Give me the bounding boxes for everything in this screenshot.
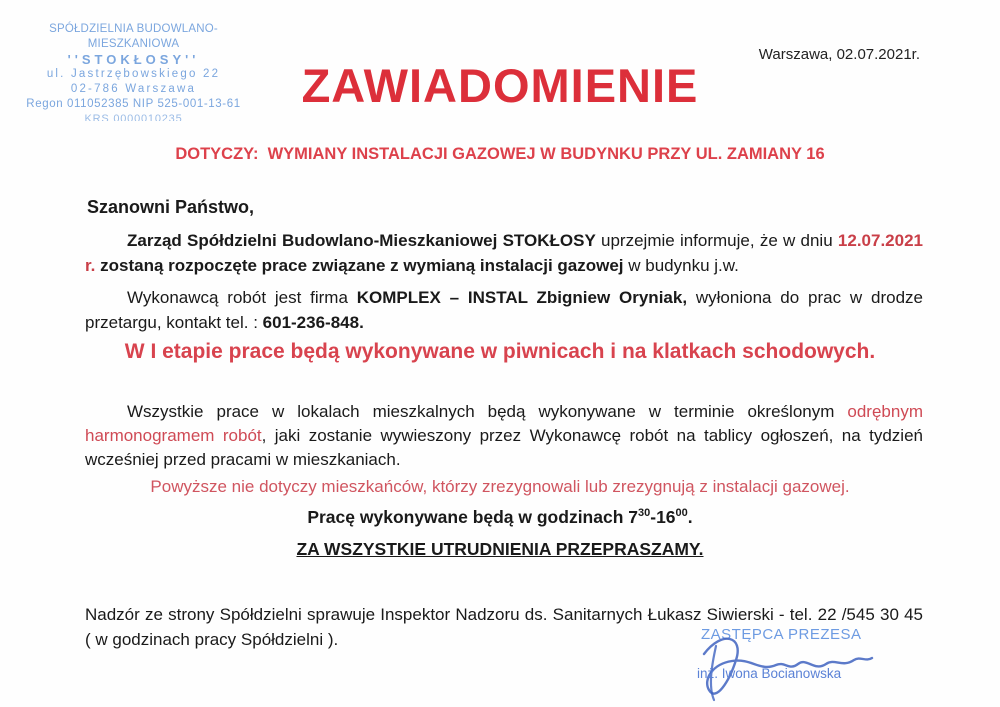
subject-line: DOTYCZY: WYMIANY INSTALACJI GAZOWEJ W BUDYNKU PRZY UL. ZAMIANY 16 [175,145,825,163]
stamp-regon-nip: Regon 011052385 NIP 525-001-13-61 [26,98,241,110]
schedule-text-1: Wszystkie prace w lokalach mieszkalnych będą wykonywane w terminie określonym [127,402,848,421]
stamp-krs: KRS 0000010235 [84,113,183,121]
page-title: ZAWIADOMIENIE [301,59,699,112]
paragraph-schedule [85,400,923,472]
paragraph-contractor [85,285,923,335]
stamp-street: ul. Jastrzębowskiego 22 [46,68,221,80]
signer-role: ZASTĘPCA PREZESA [701,626,862,643]
hours-sup-end: 00 [675,507,688,520]
start-date: 12.07.2021 r. [85,231,923,275]
apology-line: ZA WSZYSTKIE UTRUDNIENIA PRZEPRASZAMY. [296,539,704,559]
contractor-phone: 601-236-848. [262,313,364,332]
supervision-note: Nadzór ze strony Spółdzielni sprawuje Inspektor Nadzoru ds. Sanitarnych Łukasz Siwierski - tel. 22 /545 30 45 ( w godzinach pracy Spółdzielni ). [85,605,923,649]
works-description: zostaną rozpoczęte prace związane z wymianą instalacji gazowej [95,256,624,275]
contractor-text-1: Wykonawcą robót jest firma [127,288,357,307]
signer-name: inż. Iwona Bocianowska [697,666,842,681]
date-line: Warszawa, 02.07.2021r. [758,46,920,63]
exception-note: Powyższe nie dotyczy mieszkańców, którzy zrezygnowali lub zrezygnują z instalacji gazowej. [150,477,850,496]
hours-sup-start: 30 [638,507,651,520]
hours-dash: -16 [650,507,676,527]
hours-period: . [687,507,693,527]
greeting: Szanowni Państwo, [87,197,255,217]
announcement-text-2: w budynku j.w. [623,256,739,275]
stamp-brand: ''STOKŁOSY'' [67,52,200,67]
working-hours [0,507,1000,528]
stage-heading: W I etapie prace będą wykonywane w piwnicach i na klatkach schodowych. [124,340,876,363]
hours-text: Pracę wykonywane będą w godzinach 7 [307,507,638,527]
stamp-org-name: SPÓŁDZIELNIA BUDOWLANO-MIESZKANIOWA [49,23,218,50]
board-name: Zarząd Spółdzielni Budowlano-Mieszkaniowej STOKŁOSY [127,231,596,250]
stamp-city: 02-786 Warszawa [70,83,197,95]
paragraph-announcement [85,228,923,278]
contractor-text-2: wyłoniona do prac w drodze przetargu, kontakt tel. : [85,288,923,332]
contractor-name: KOMPLEX – INSTAL Zbigniew Oryniak, [356,288,688,307]
schedule-highlight: odrębnym harmonogramem robót [85,402,923,445]
announcement-text-1: uprzejmie informuje, że w dniu [595,231,838,250]
schedule-text-2: , jaki zostanie wywieszony przez Wykonawcę robót na tablicy ogłoszeń, na tydzień wcześniej przed pracami w mieszkaniach. [85,426,923,469]
